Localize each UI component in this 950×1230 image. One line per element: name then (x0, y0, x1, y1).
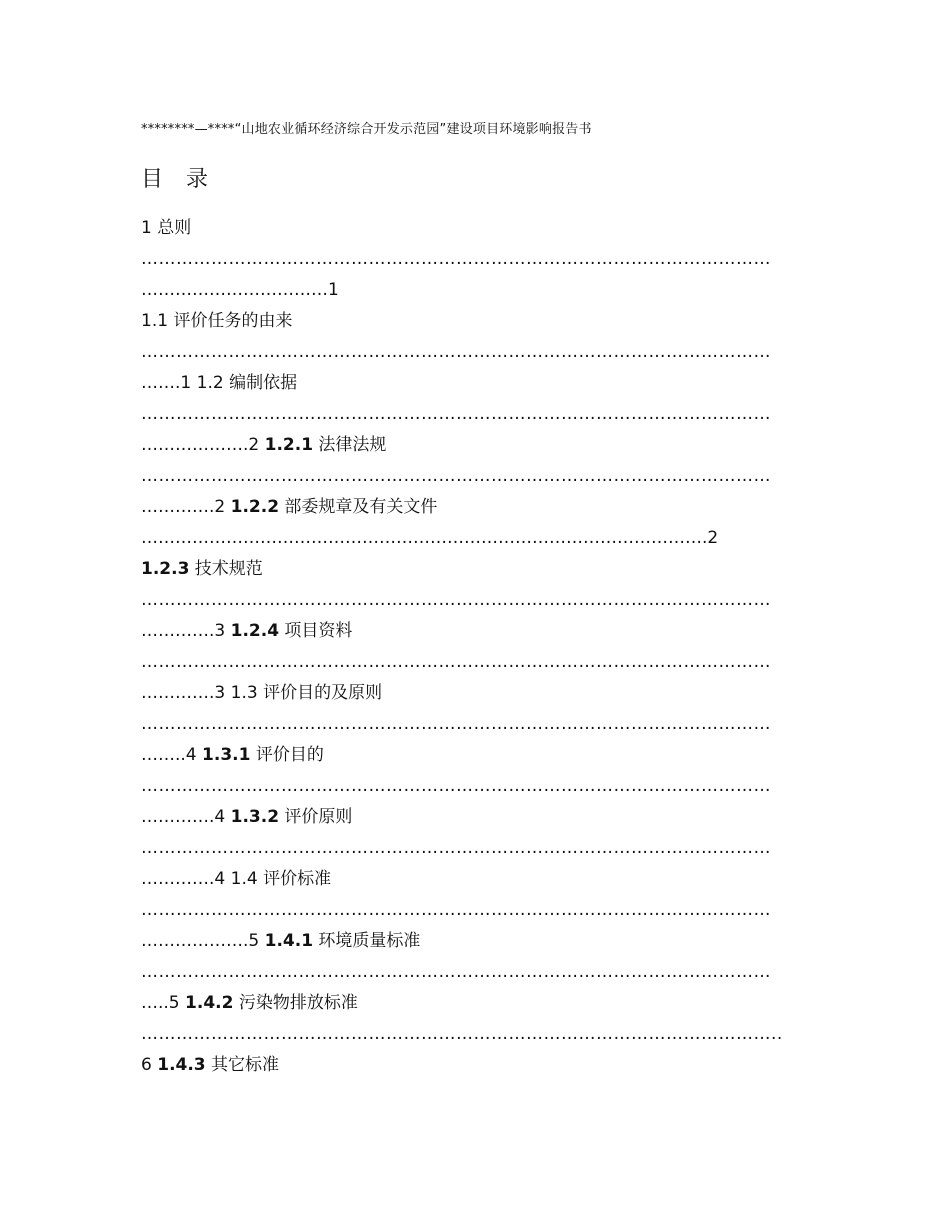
toc-text: ………….4 1.4 评价标准 (141, 869, 332, 889)
toc-line (141, 619, 352, 643)
toc-text: ……………………………………………………………………………………………… (141, 714, 771, 734)
toc-line (141, 371, 297, 395)
toc-line (141, 898, 771, 922)
running-header: ********—****“山地农业循环经济综合开发示范园”建设项目环境影响报告书 (141, 122, 592, 137)
toc-line (141, 650, 771, 674)
toc-text: ………….3 (141, 621, 231, 641)
toc-line (141, 495, 437, 519)
toc-text: 技术规范 (189, 559, 263, 579)
toc-line (141, 929, 420, 953)
toc-text: ……………………………………………………………………………………………… (141, 838, 771, 858)
toc-text: ……………………………………………………………………………………………… (141, 900, 771, 920)
toc-line (141, 402, 771, 426)
toc-text: 评价原则 (279, 807, 353, 827)
toc-line (141, 588, 771, 612)
toc-line (141, 867, 331, 891)
toc-text: ……………………………1 (141, 280, 339, 300)
toc-text: 法律法规 (313, 435, 387, 455)
toc-line (141, 960, 771, 984)
toc-line (141, 1022, 783, 1046)
toc-section-number: 1.4.3 (157, 1055, 206, 1075)
toc-section-number: 1.2.3 (141, 559, 190, 579)
toc-text: ……………………………………………………………………………………………… (141, 249, 771, 269)
toc-text: 污染物排放标准 (233, 993, 358, 1013)
toc-section-number: 1.4.2 (185, 993, 234, 1013)
toc-section-number: 1.2.2 (230, 497, 280, 517)
toc-text: 项目资料 (279, 621, 353, 641)
toc-text: ……………………………………………………………………………………………….. (141, 1024, 783, 1044)
toc-text: ……………………………………………………………………………………………… (141, 466, 771, 486)
toc-text: ……………….2 (141, 435, 265, 455)
toc-title: 目 录 (141, 167, 216, 192)
toc-line (141, 712, 771, 736)
toc-text: ……………………………………………………………………………………………… (141, 590, 771, 610)
toc-section-number: 1.4.1 (264, 931, 314, 951)
toc-text: ……………………………………………………………………………………………… (141, 404, 771, 424)
toc-text: ……..4 (141, 745, 203, 765)
toc-line (141, 774, 771, 798)
toc-line (141, 278, 339, 302)
toc-line (141, 1053, 279, 1077)
toc-text: 部委规章及有关文件 (279, 497, 438, 517)
toc-text: ……………………………………………………………………………………………… (141, 652, 771, 672)
toc-text: 1.1 评价任务的由来 (141, 311, 293, 331)
toc-text: 1 总则 (141, 218, 192, 238)
toc-line (141, 247, 771, 271)
toc-line (141, 433, 386, 457)
toc-text: 评价目的 (250, 745, 324, 765)
toc-text: …..5 (141, 993, 186, 1013)
toc-text: ……………………………………………………………………………………….2 (141, 528, 719, 548)
toc-text: ………….4 (141, 807, 231, 827)
toc-text: ……………………………………………………………………………………………… (141, 962, 771, 982)
toc-line (141, 340, 771, 364)
toc-line (141, 557, 263, 581)
toc-text: 其它标准 (205, 1055, 280, 1075)
toc-line (141, 836, 771, 860)
toc-text: 环境质量标准 (313, 931, 421, 951)
toc-line (141, 991, 358, 1015)
toc-line (141, 681, 382, 705)
toc-line (141, 743, 324, 767)
toc-line (141, 464, 771, 488)
toc-section-number: 1.3.1 (202, 745, 251, 765)
toc-text: 6 (141, 1055, 158, 1075)
toc-section-number: 1.2.1 (264, 435, 314, 455)
toc-line (141, 309, 292, 333)
toc-text: …….1 1.2 编制依据 (141, 373, 298, 393)
toc-line (141, 805, 352, 829)
toc-text: ………….2 (141, 497, 231, 517)
toc-line (141, 216, 191, 240)
toc-text: ……………………………………………………………………………………………… (141, 342, 771, 362)
toc-text: ………….3 1.3 评价目的及原则 (141, 683, 383, 703)
toc-section-number: 1.2.4 (230, 621, 280, 641)
toc-text: ……………………………………………………………………………………………… (141, 776, 771, 796)
toc-section-number: 1.3.2 (230, 807, 280, 827)
toc-text: ……………….5 (141, 931, 265, 951)
toc-line (141, 526, 718, 550)
